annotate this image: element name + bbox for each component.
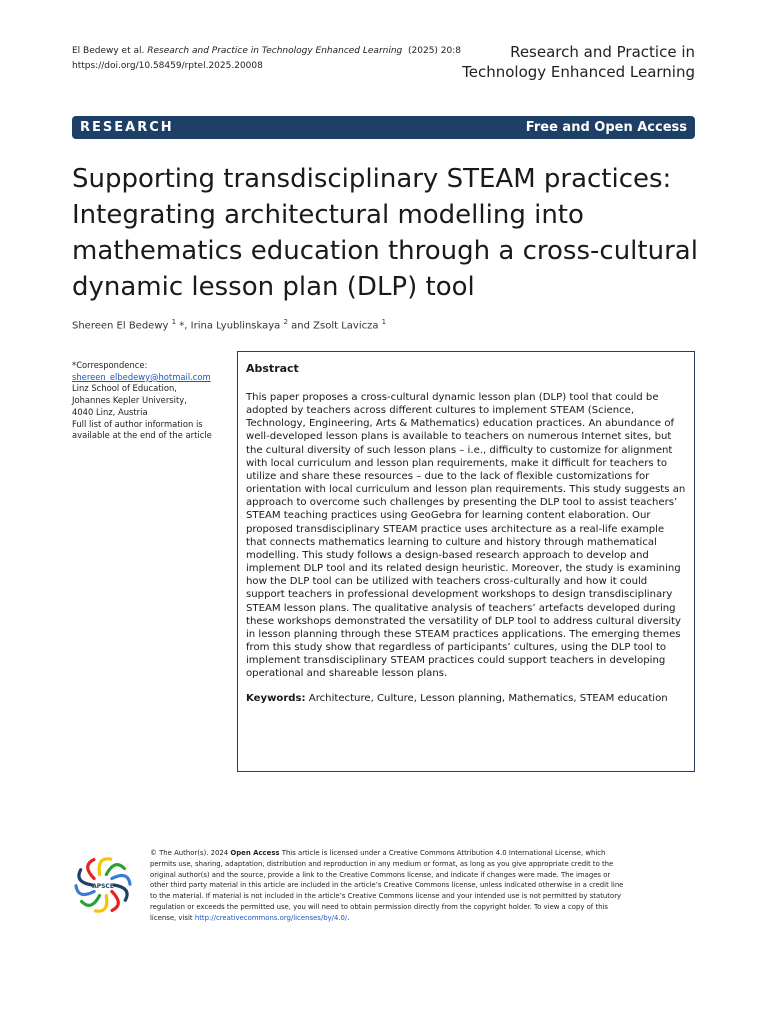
corresponding-mark: *, <box>176 320 188 332</box>
article-type-label: RESEARCH <box>80 120 174 135</box>
citation-journal: Research and Practice in Technology Enhanced Learning <box>147 46 403 56</box>
citation-authors: El Bedewy et al. <box>72 46 145 56</box>
author-info-note: Full list of author information is <box>72 418 203 429</box>
abstract-box <box>237 351 695 772</box>
license-body: This article is licensed under a Creative Commons Attribution 4.0 International License, which permits use, sharing, adaptation, distribution and reproduction in any medium or format, as long as you give appropriate credit to the original author(s) and the source, provide a link to the Creative Commons license, and indicate if changes were made. The images or other third party material in this article are included in the article’s Creative Commons license, unless indicated otherwise in a credit line to the material. If material is not included in the article’s Creative Commons license and your intended use is not permitted by statutory regulation or exceeds the permitted use, you will need to obtain permission directly from the copyright holder. To view a copy of this license, visit <box>150 849 624 922</box>
correspondence-email-link[interactable]: shereen_elbedewy@hotmail.com <box>72 371 211 382</box>
author-separator: and <box>291 320 310 332</box>
correspondence-label: *Correspondence: <box>72 360 148 370</box>
logo-swoosh <box>112 892 118 911</box>
license-suffix: . <box>347 913 350 922</box>
author-info-note: available at the end of the article <box>72 430 212 441</box>
keywords-list: Architecture, Culture, Lesson planning, Mathematics, STEAM education <box>308 693 668 705</box>
affiliation-line: 4040 Linz, Austria <box>72 406 148 417</box>
open-access-label-inline: Open Access <box>230 849 280 857</box>
license-notice <box>150 848 630 924</box>
open-access-label: Free and Open Access <box>525 120 687 135</box>
citation-line <box>72 44 461 59</box>
journal-name-line1: Research and Practice in <box>510 43 695 61</box>
license-link[interactable]: http://creativecommons.org/licenses/by/4.0/ <box>194 913 348 922</box>
citation-block <box>72 44 461 74</box>
author-name: Zsolt Lavicza <box>313 320 379 332</box>
logo-swoosh <box>106 865 124 875</box>
logo-swoosh <box>88 860 94 879</box>
copyright-text: © The Author(s). 2024 <box>150 849 229 857</box>
author-affiliation-mark: 1 <box>171 318 177 326</box>
abstract-text: This paper proposes a cross-cultural dynamic lesson plan (DLP) tool that could be adopted by teachers across different cultures to implement STEAM (Science, Technology, Engineering, Arts & Mathematics) education practices. An abundance of well-developed lesson plans is available to teachers on numerous Internet sites, but the cultural diversity of such lesson plans – i.e., difficulty to customize for alignment with local curriculum and lesson plan requirements, make it difficult for teachers to utilize and share these resources – due to the lack of flexible customizations for orientation with local curriculum and lesson plan requirements. This study suggests an approach to overcome such challenges by presenting the DLP tool to assist teachers’ STEAM teaching practices using GeoGebra for learning content elaboration. Our proposed transdisciplinary STEAM practice uses architecture as a real-life example that connects mathematics learning to culture and history through mathematical modelling. This study follows a design-based research approach to develop and implement DLP tool and its related design heuristic. Moreover, the study is examining how the DLP tool can be utilized with teachers cross-culturally and how it could support teachers in professional development workshops to design transdisciplinary STEAM lesson plans. The qualitative analysis of teachers’ artefacts developed during these workshops demonstrated the versatility of DLP tool to address cultural diversity in lesson planning through these STEAM practices applications. The emerging themes from this study show that regardless of participants’ cultures, using the DLP tool to implement transdisciplinary STEAM practices could support teachers in developing operational and shareable lesson plans. <box>246 392 686 680</box>
logo-swoosh <box>82 896 100 906</box>
author-name: Shereen El Bedewy <box>72 320 169 332</box>
correspondence-block <box>72 360 222 442</box>
affiliation-line: Johannes Kepler University, <box>72 395 187 406</box>
citation-doi[interactable]: https://doi.org/10.58459/rptel.2025.20008 <box>72 61 263 71</box>
author-affiliation-mark: 1 <box>381 318 387 326</box>
apsce-logo-text: APSCE <box>92 883 114 890</box>
abstract-heading: Abstract <box>246 362 299 375</box>
author-affiliation-mark: 2 <box>283 318 288 326</box>
citation-year-volume: (2025) 20:8 <box>408 46 462 56</box>
journal-name-line2: Technology Enhanced Learning <box>462 63 695 81</box>
logo-swoosh <box>112 876 130 885</box>
article-title: Supporting transdisciplinary STEAM practices: Integrating architectural modelling into mathematics education through a cross-cultural dynamic lesson plan (DLP) tool <box>72 164 698 302</box>
author-name: Irina Lyublinskaya <box>190 320 281 332</box>
affiliation-line: Linz School of Education, <box>72 383 177 394</box>
keywords-label: Keywords: <box>246 693 306 705</box>
journal-header <box>462 42 695 82</box>
apsce-logo <box>74 852 132 918</box>
keywords-line <box>246 693 686 704</box>
author-list <box>72 318 386 331</box>
article-type-banner <box>72 116 695 139</box>
apsce-logo-graphic <box>74 852 132 918</box>
